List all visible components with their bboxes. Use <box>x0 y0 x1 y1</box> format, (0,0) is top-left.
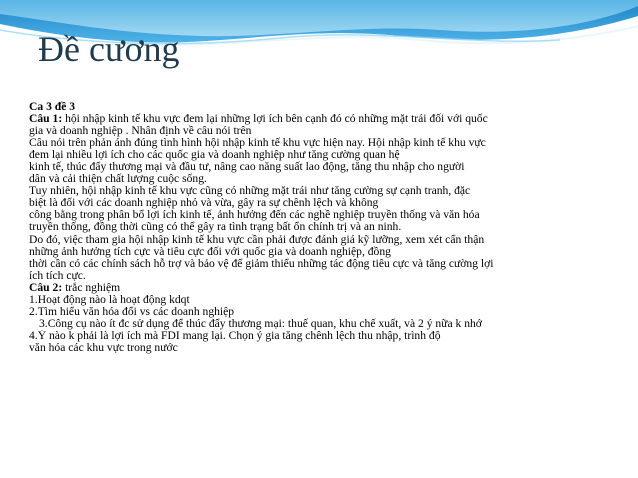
line-text: đem lại nhiều lợi ích cho các quốc gia và doanh nghiệp như tăng cường quan hệ <box>29 149 400 162</box>
body-line <box>29 137 614 149</box>
body-line <box>29 246 614 258</box>
body-line <box>29 330 614 342</box>
body-line <box>29 318 614 330</box>
body-line <box>29 161 614 173</box>
body-line <box>29 209 614 221</box>
line-text: thời cần có các chính sách hỗ trợ và bảo vệ để giảm thiểu những tác động tiêu cực và tăng cường lợi <box>29 257 494 270</box>
line-text: gia và doanh nghiệp . Nhân định về câu nói trên <box>29 125 252 138</box>
line-text: Tuy nhiên, hội nhập kinh tế khu vực cũng có những mặt trái như tăng cường sự cạnh tranh, đặc <box>29 185 471 198</box>
body-line <box>29 197 614 209</box>
body-line <box>29 282 614 294</box>
body-line <box>29 258 614 270</box>
heading-label: Ca 3 đề 3 <box>29 101 76 113</box>
line-text: dân và cải thiện chất lượng cuộc sống. <box>29 173 207 186</box>
line-text: 3.Công cụ nào ít đc sử dụng để thúc đẩy thương mại: thuế quan, khu chế xuất, và 2 ý nữa k nhớ <box>39 317 482 330</box>
body-line <box>29 125 614 137</box>
line-text: kinh tế, thúc đẩy thương mại và đầu tư, nâng cao năng suất lao động, tăng thu nhập cho người <box>29 161 465 174</box>
line-text: ích tích cực. <box>29 269 86 282</box>
body-line <box>29 270 614 282</box>
question-label: Câu 1: <box>29 113 63 126</box>
body-line <box>29 113 614 125</box>
line-text: Câu nói trên phản ánh đúng tình hình hội nhập kinh tế khu vực hiện nay. Hội nhập kinh tế khu vực <box>29 137 486 150</box>
body-line <box>29 101 614 113</box>
line-text: Do đó, việc tham gia hội nhập kinh tế khu vực cần phải được đánh giá kỹ lưỡng, xem xét cẩn thận <box>29 233 485 246</box>
slide-title: Đề cương <box>38 29 180 69</box>
slide-body <box>29 101 614 354</box>
body-line <box>29 185 614 197</box>
line-text: công bằng trong phân bổ lợi ích kinh tế, ảnh hưởng đến các nghề nghiệp truyền thống và văn hóa <box>29 209 480 222</box>
body-line <box>29 234 614 246</box>
line-text: trắc nghiệm <box>62 281 121 294</box>
line-text: văn hóa các khu vực trong nước <box>29 341 178 354</box>
body-line <box>29 149 614 161</box>
line-text: những ảnh hưởng tích cực và tiêu cực đối với quốc gia và doanh nghiệp, đồng <box>29 245 391 258</box>
body-line <box>29 306 614 318</box>
line-text: truyền thống, đồng thời cũng có thể gây ra tình trạng bất ổn chính trị và an ninh. <box>29 221 402 234</box>
body-line <box>29 294 614 306</box>
body-line <box>29 173 614 185</box>
line-text: 2.Tìm hiểu văn hóa đổi vs các doanh nghiệp <box>29 305 235 318</box>
body-line <box>29 221 614 233</box>
body-line <box>29 342 614 354</box>
line-text: biệt là đối với các doanh nghiệp nhỏ và vừa, gây ra sự chênh lệch và không <box>29 197 379 210</box>
question-label: Câu 2: <box>29 281 63 294</box>
line-text: 4.Ý nào k phải là lợi ích mà FDI mang lại. Chọn ý gia tăng chênh lệch thu nhập, trình độ <box>29 329 441 342</box>
line-text: hội nhập kinh tế khu vực đem lại những lợi ích bên cạnh đó có những mặt trái đối với quốc <box>62 113 488 126</box>
line-text: 1.Hoạt động nào là hoạt động kdqt <box>29 293 190 306</box>
